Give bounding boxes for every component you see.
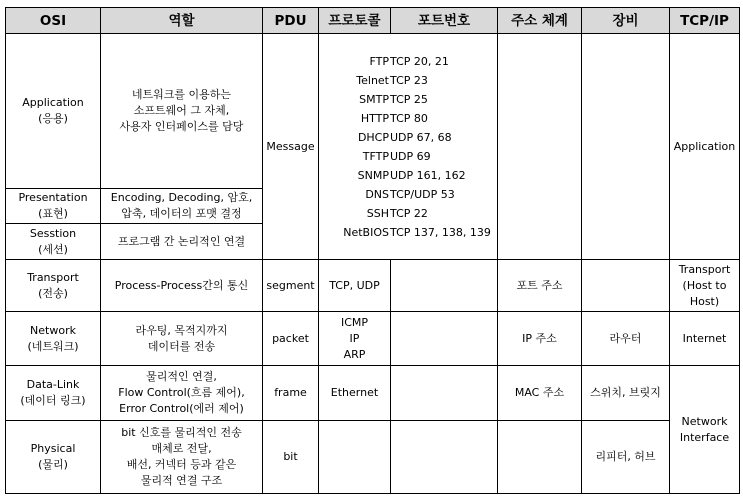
layer-datalink-device: 스위치, 브릿지 — [582, 366, 670, 421]
layer-network-address: IP 주소 — [498, 312, 582, 366]
layer-datalink-name: Data-Link (데이터 링크) — [6, 366, 101, 421]
layer-presentation-name: Presentation (표현) — [6, 189, 101, 224]
layer-physical-device: 리피터, 허브 — [582, 421, 670, 494]
app-protocol-name: DHCP — [357, 130, 389, 144]
layer-datalink-protocol: Ethernet — [319, 366, 391, 421]
header-port: 포트번호 — [391, 8, 498, 34]
header-role: 역할 — [101, 8, 263, 34]
header-osi: OSI — [6, 8, 101, 34]
layer-network-port — [391, 312, 498, 366]
app-protocol-port: TCP 80 — [390, 111, 428, 125]
layer-physical-name: Physical (물리) — [6, 421, 101, 494]
app-protocol-port: TCP 23 — [390, 73, 428, 87]
layer-physical-port — [391, 421, 498, 494]
app-protocol-name: TFTP — [362, 149, 389, 163]
layer-transport-pdu: segment — [263, 260, 319, 312]
upper-address — [498, 34, 582, 260]
app-protocol-list — [319, 34, 498, 260]
app-protocol-port: UDP 69 — [390, 149, 431, 163]
header-device: 장비 — [582, 8, 670, 34]
app-protocol-port: UDP 67, 68 — [390, 130, 452, 144]
layer-physical-protocol — [319, 421, 391, 494]
layer-transport-role: Process-Process간의 통신 — [101, 260, 263, 312]
layer-datalink-address: MAC 주소 — [498, 366, 582, 421]
layer-transport-device — [582, 260, 670, 312]
header-tcpip: TCP/IP — [670, 8, 740, 34]
header-protocol: 프로토콜 — [319, 8, 391, 34]
header-pdu: PDU — [263, 8, 319, 34]
layer-physical-pdu: bit — [263, 421, 319, 494]
app-protocol-name: FTP — [369, 54, 389, 68]
upper-tcpip: Application — [670, 34, 740, 260]
row-transport — [6, 260, 740, 312]
app-protocol-name: SNMP — [357, 168, 389, 182]
layer-application-role: 네트워크를 이용하는 소프트웨어 그 자체, 사용자 인터페이스를 담당 — [101, 34, 263, 189]
app-protocol-port: TCP/UDP 53 — [390, 187, 455, 201]
layer-network-tcpip: Internet — [670, 312, 740, 366]
app-protocol-port: TCP 22 — [390, 206, 428, 220]
upper-pdu: Message — [263, 34, 319, 260]
app-protocol-name: SMTP — [359, 92, 389, 106]
row-network — [6, 312, 740, 366]
layer-network-name: Network (네트워크) — [6, 312, 101, 366]
row-physical — [6, 421, 740, 494]
layer-network-protocol: ICMP IP ARP — [319, 312, 391, 366]
layer-network-role: 라우팅, 목적지까지 데이터를 전송 — [101, 312, 263, 366]
osi-table — [5, 7, 740, 494]
layer-transport-protocol: TCP, UDP — [319, 260, 391, 312]
layer-transport-port — [391, 260, 498, 312]
header-address: 주소 체계 — [498, 8, 582, 34]
layer-session-role: 프로그램 간 논리적인 연결 — [101, 224, 263, 260]
layer-presentation-role: Encoding, Decoding, 암호, 압축, 데이터의 포맷 결정 — [101, 189, 263, 224]
layer-transport-address: 포트 주소 — [498, 260, 582, 312]
layer-application-name: Application (응용) — [6, 34, 101, 189]
layer-physical-address — [498, 421, 582, 494]
layer-transport-name: Transport (전송) — [6, 260, 101, 312]
layer-network-pdu: packet — [263, 312, 319, 366]
layer-session-name: Sesstion (세션) — [6, 224, 101, 260]
app-protocol-port: TCP 20, 21 — [390, 54, 449, 68]
header-row — [6, 8, 740, 34]
layer-datalink-pdu: frame — [263, 366, 319, 421]
lower-tcpip: Network Interface — [670, 366, 740, 494]
app-protocol-name: Telnet — [356, 73, 389, 87]
app-protocol-port: TCP 25 — [390, 92, 428, 106]
layer-datalink-port — [391, 366, 498, 421]
layer-network-device: 라우터 — [582, 312, 670, 366]
row-application — [6, 34, 740, 189]
app-protocol-name: NetBIOS — [343, 225, 389, 239]
app-protocol-name: SSH — [366, 206, 389, 220]
layer-transport-tcpip: Transport (Host to Host) — [670, 260, 740, 312]
layer-datalink-role: 물리적인 연결, Flow Control(흐름 제어), Error Control(에러 제어) — [101, 366, 263, 421]
app-protocol-port: UDP 161, 162 — [390, 168, 466, 182]
row-datalink — [6, 366, 740, 421]
app-protocol-name: HTTP — [360, 111, 389, 125]
upper-device — [582, 34, 670, 260]
app-protocol-name: DNS — [365, 187, 389, 201]
layer-physical-role: bit 신호를 물리적인 전송 매체로 전달, 배선, 커넥터 등과 같은 물리적 연결 구조 — [101, 421, 263, 494]
app-protocol-port: TCP 137, 138, 139 — [390, 225, 491, 239]
